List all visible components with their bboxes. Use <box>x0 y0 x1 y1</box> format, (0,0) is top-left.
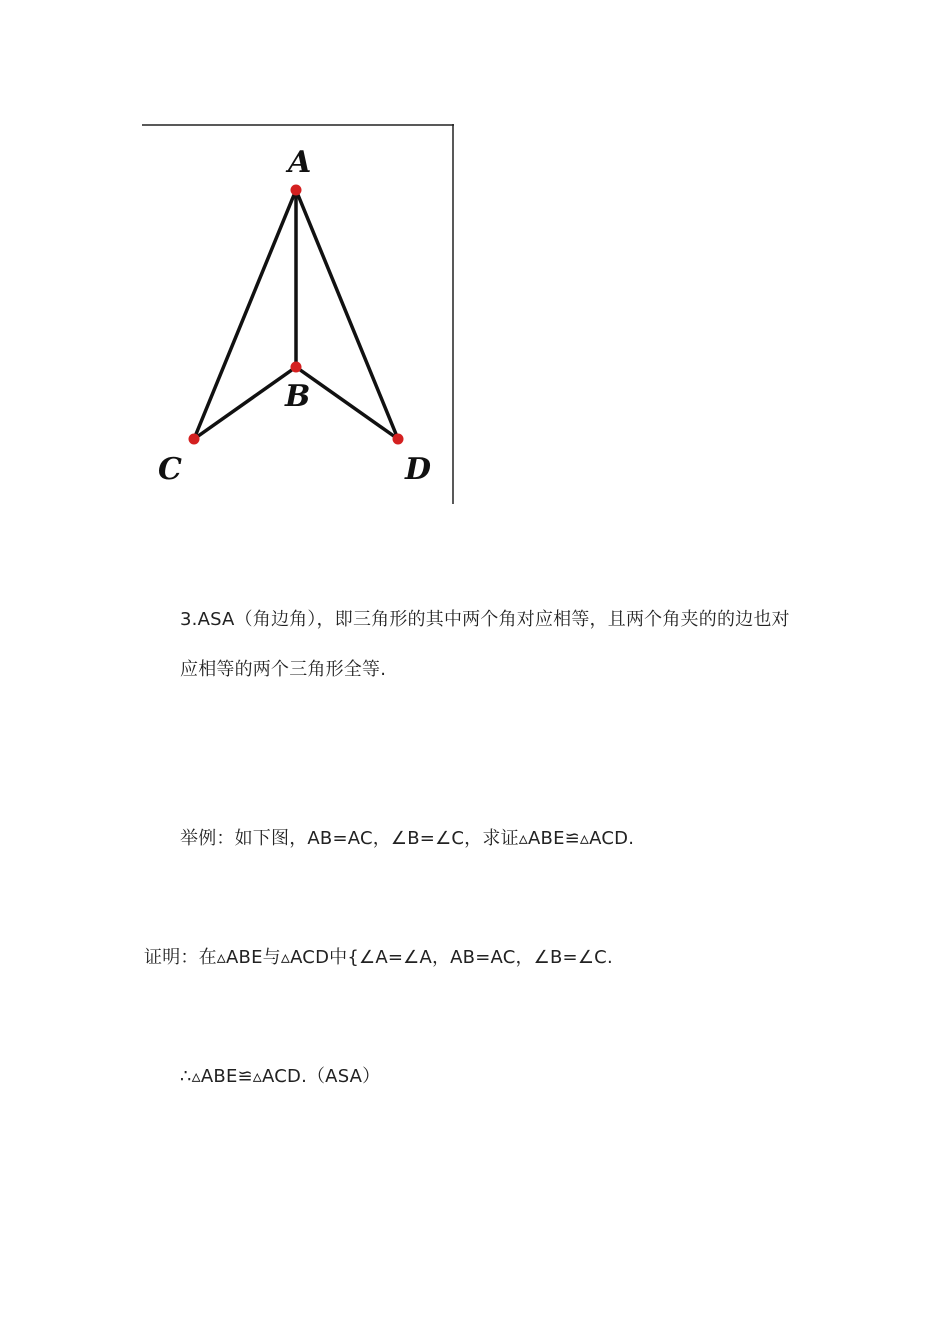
label-b: B <box>285 379 311 414</box>
conclusion-line: ∴▵ABE≌▵ACD.（ASA） <box>180 1066 381 1087</box>
point-c <box>189 434 200 445</box>
point-d <box>393 434 404 445</box>
asa-paragraph-line-2: 应相等的两个三角形全等. <box>180 659 387 680</box>
geometry-figure <box>142 124 454 504</box>
figure-canvas <box>142 124 454 504</box>
asa-paragraph-line-1: 3.ASA（角边角），即三角形的其中两个角对应相等，且两个角夹的的边也对 <box>180 609 790 630</box>
label-d: D <box>405 452 432 487</box>
point-a <box>291 185 302 196</box>
point-b <box>291 362 302 373</box>
label-c: C <box>158 452 182 487</box>
proof-line: 证明：在▵ABE与▵ACD中{∠A=∠A，AB=AC，∠B=∠C. <box>144 947 613 968</box>
label-a: A <box>288 145 312 180</box>
example-line: 举例：如下图，AB=AC，∠B=∠C，求证▵ABE≌▵ACD. <box>180 828 635 849</box>
